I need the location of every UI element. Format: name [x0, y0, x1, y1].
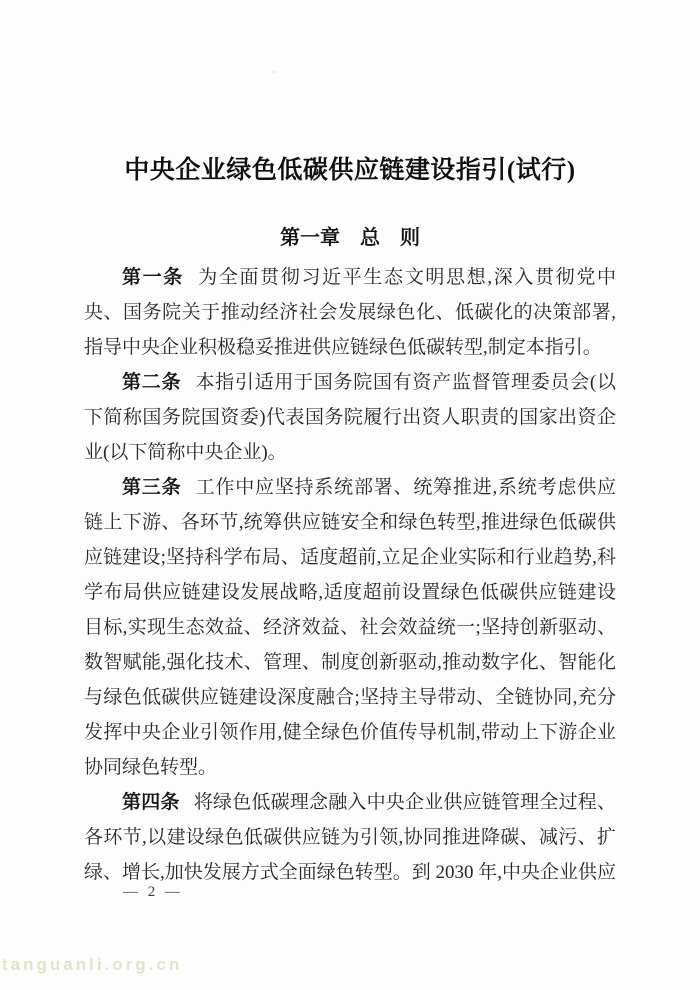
paragraph-article-1 — [84, 260, 616, 365]
article-1-label: 第一条 — [122, 267, 184, 289]
watermark-text: tanguanli.org.cn — [2, 955, 183, 974]
article-4-text: 将绿色低碳理念融入中央企业供应链管理全过程、各环节,以建设绿色低碳供应链为引领,协同推进降碳、减污、扩绿、增长,加快发展方式全面绿色转型。到 2030 年,中央企业供应 — [84, 792, 617, 884]
article-3-text: 工作中应坚持系统部署、统筹推进,系统考虑供应链上下游、各环节,统筹供应链安全和绿色转型,推进绿色低碳供应链建设;坚持科学布局、适度超前,立足企业实际和行业趋势,科学布局供应链建设发展战略,适度超前设置绿色低碳供应链建设目标,实现生态效益、经济效益、社会效益统一;坚持创新驱动、数智赋能,强化技术、管理、制度创新驱动,推动数字化、智能化与绿色低碳供应链建设深度融合;坚持主导带动、全链协同,充分发挥中央企业引领作用,健全绿色价值传导机制,带动上下游企业协同绿色转型。 — [84, 477, 616, 779]
scan-artifact — [272, 70, 277, 74]
article-2-text: 本指引适用于国务院国有资产监督管理委员会(以下简称国务院国资委)代表国务院履行出资人职责的国家出资企业(以下简称中央企业)。 — [84, 372, 616, 464]
article-4-label: 第四条 — [122, 792, 180, 814]
document-body — [84, 260, 616, 890]
article-3-label: 第三条 — [122, 477, 182, 499]
page-title: 中央企业绿色低碳供应链建设指引(试行) — [124, 157, 576, 184]
paragraph-article-3 — [84, 470, 616, 785]
paragraph-article-2 — [84, 365, 616, 470]
paragraph-article-4 — [84, 785, 616, 890]
chapter-heading: 第一章 总 则 — [280, 227, 420, 250]
article-2-label: 第二条 — [122, 372, 182, 394]
page-number: — 2 — — [123, 884, 183, 900]
article-1-text: 为全面贯彻习近平生态文明思想,深入贯彻党中央、国务院关于推动经济社会发展绿色化、低碳化的决策部署,指导中央企业积极稳妥推进供应链绿色低碳转型,制定本指引。 — [84, 267, 616, 359]
